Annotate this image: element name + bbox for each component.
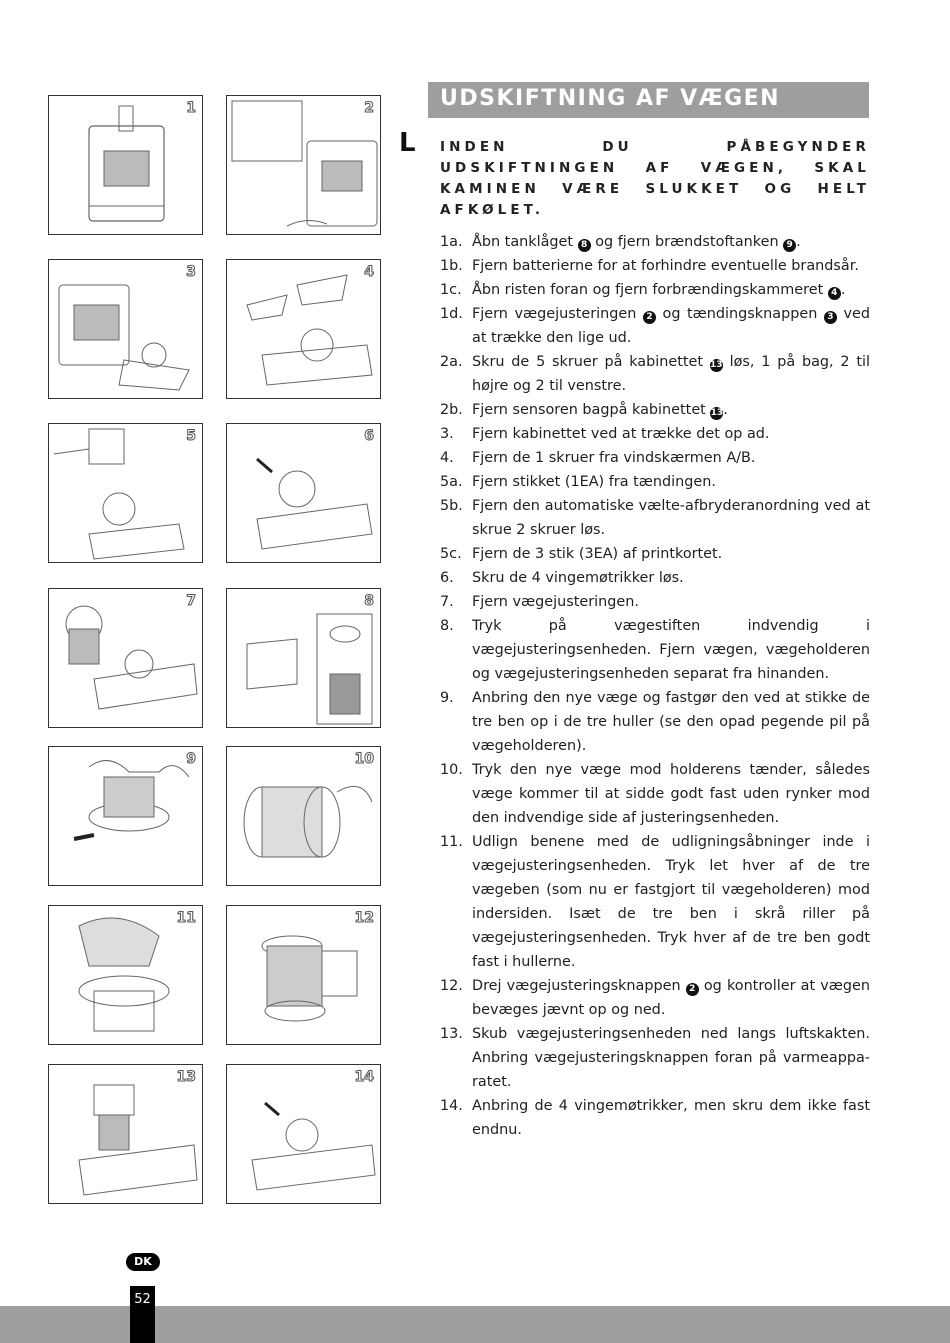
step-text: Fjern de 3 stik (3EA) af printkortet.: [472, 546, 723, 562]
figure-number: 9: [186, 751, 196, 767]
step-label: 12.: [440, 978, 463, 994]
step-text: Fjern stikket (1EA) fra tændingen.: [472, 474, 716, 490]
step-label: 1a.: [440, 234, 463, 250]
step-item: [440, 830, 870, 974]
part-number-badge: 8: [578, 239, 591, 252]
step-item: [440, 614, 870, 686]
figure-1: [48, 95, 203, 235]
step-label: 2b.: [440, 402, 463, 418]
figure-number: 14: [354, 1069, 374, 1085]
figure-9: [48, 746, 203, 886]
step-text: Fjern den automatiske vælte-afbryderanordning ved at skrue 2 skruer løs.: [472, 498, 870, 538]
part-number-badge: 4: [828, 287, 841, 300]
figure-14: [226, 1064, 381, 1204]
figure-8: [226, 588, 381, 728]
figure-number: 10: [354, 751, 374, 767]
figure-illustration: [49, 906, 203, 1045]
figure-illustration: [49, 1065, 203, 1204]
instruction-steps: [440, 230, 870, 1142]
step-item: [440, 254, 870, 278]
figure-3: [48, 259, 203, 399]
step-item: [440, 446, 870, 470]
figure-illustration: [49, 424, 203, 563]
step-text: Skru de 5 skruer på kabinettet 13 løs, 1 på bag, 2 til højre og 2 til venstre.: [472, 354, 870, 394]
figure-illustration: [227, 906, 381, 1045]
page-number: 52: [134, 1292, 151, 1307]
step-text: Fjern de 1 skruer fra vindskærmen A/B.: [472, 450, 756, 466]
figure-illustration: [49, 96, 203, 235]
step-item: [440, 1094, 870, 1142]
step-text: Fjern kabinettet ved at trække det op ad.: [472, 426, 770, 442]
language-badge: DK: [126, 1253, 160, 1271]
step-label: 2a.: [440, 354, 463, 370]
step-text: Anbring de 4 vingemøtrikker, men skru dem ikke fast endnu.: [472, 1098, 870, 1138]
step-item: [440, 422, 870, 446]
figure-number: 1: [186, 100, 196, 116]
part-number-badge: 13: [710, 360, 723, 370]
step-item: [440, 230, 870, 254]
figure-number: 12: [354, 910, 374, 926]
step-label: 3.: [440, 426, 454, 442]
step-label: 6.: [440, 570, 454, 586]
figure-number: 13: [176, 1069, 196, 1085]
step-label: 1d.: [440, 306, 463, 322]
step-text: Fjern batterierne for at forhindre eventuelle brandsår.: [472, 258, 859, 274]
figure-5: [48, 423, 203, 563]
figure-number: 6: [364, 428, 374, 444]
figure-number: 3: [186, 264, 196, 280]
figure-number: 2: [364, 100, 374, 116]
figure-6: [226, 423, 381, 563]
step-text: Drej vægejusteringsknappen 2 og kontroller at vægen bevæges jævnt op og ned.: [472, 978, 870, 1018]
figure-illustration: [49, 260, 203, 399]
step-item: [440, 974, 870, 1022]
step-item: [440, 542, 870, 566]
step-item: [440, 350, 870, 398]
step-text: Fjern vægejusteringen 2 og tændingsknappen 3 ved at trække den lige ud.: [472, 306, 870, 346]
warning-symbol: L: [399, 128, 416, 158]
step-label: 1c.: [440, 282, 462, 298]
step-label: 5a.: [440, 474, 463, 490]
step-item: [440, 302, 870, 350]
step-label: 10.: [440, 762, 463, 778]
step-text: Anbring den nye væge og fastgør den ved at stikke de tre ben op i de tre huller (se den opad pegende pil på vægeholderen).: [472, 690, 870, 754]
figure-illustration: [49, 747, 203, 886]
figure-number: 8: [364, 593, 374, 609]
step-label: 11.: [440, 834, 463, 850]
step-text: Åbn tanklåget 8 og fjern brændstoftanken 9 .: [472, 234, 801, 250]
figure-illustration: [227, 589, 381, 728]
figure-7: [48, 588, 203, 728]
step-item: [440, 470, 870, 494]
figure-2: [226, 95, 381, 235]
step-item: [440, 494, 870, 542]
step-item: [440, 590, 870, 614]
step-text: Tryk på vægestiften indvendig i vægejusteringsenheden. Fjern vægen, vægeholderen og vægejusteringsenheden separat fra hinanden.: [472, 618, 870, 682]
step-text: Åbn risten foran og fjern forbrændingskammeret 4 .: [472, 282, 846, 298]
figure-illustration: [227, 424, 381, 563]
step-label: 9.: [440, 690, 454, 706]
step-label: 5c.: [440, 546, 462, 562]
step-item: [440, 686, 870, 758]
step-text: Skru de 4 vingemøtrikker løs.: [472, 570, 684, 586]
part-number-badge: 13: [710, 408, 724, 418]
step-label: 13.: [440, 1026, 463, 1042]
step-label: 1b.: [440, 258, 463, 274]
part-number-badge: 2: [643, 311, 656, 324]
step-item: [440, 1022, 870, 1094]
figure-number: 4: [364, 264, 374, 280]
figure-illustration: [227, 96, 381, 235]
part-number-badge: 3: [824, 311, 837, 324]
step-text: Udlign benene med de udligningsåbninger inde i vægejusteringsenheden. Tryk let hver af de tre vægeben (som nu er fastgjort til vægeholderen) mod indersiden. Isæt de tre ben i skrå riller på vægejusteringsenheden. Tryk hver af de tre ben godt fast i hullerne.: [472, 834, 870, 970]
section-heading-bar: [428, 82, 869, 118]
figure-number: 11: [176, 910, 196, 926]
figure-11: [48, 905, 203, 1045]
step-text: Fjern vægejusteringen.: [472, 594, 639, 610]
step-label: 14.: [440, 1098, 463, 1114]
step-label: 7.: [440, 594, 454, 610]
figure-10: [226, 746, 381, 886]
figure-13: [48, 1064, 203, 1204]
figure-illustration: [227, 747, 381, 886]
step-text: Skub vægejusteringsenheden ned langs luftskakten. Anbring vægejusteringsknappen foran på varmeappa-ratet.: [472, 1026, 870, 1090]
figure-illustration: [49, 589, 203, 728]
figure-number: 5: [186, 428, 196, 444]
figure-4: [226, 259, 381, 399]
step-item: [440, 398, 870, 422]
figure-illustration: [227, 260, 381, 399]
figure-12: [226, 905, 381, 1045]
safety-warning: INDEN DU PÅBEGYNDER UDSKIFTNINGEN AF VÆGEN, SKAL KAMINEN VÆRE SLUKKET OG HELT AFKØLET.: [440, 139, 870, 218]
step-label: 8.: [440, 618, 454, 634]
part-number-badge: 2: [686, 983, 699, 996]
step-item: [440, 758, 870, 830]
figure-illustration: [227, 1065, 381, 1204]
step-text: Tryk den nye væge mod holderens tænder, således væge kommer til at sidde godt fast uden rynker mod den indvendige side af justeringsenheden.: [472, 762, 870, 826]
step-item: [440, 278, 870, 302]
figure-number: 7: [186, 593, 196, 609]
step-text: Fjern sensoren bagpå kabinettet 13.: [472, 402, 728, 418]
step-label: 5b.: [440, 498, 463, 514]
part-number-badge: 9: [783, 239, 796, 252]
step-label: 4.: [440, 450, 454, 466]
step-item: [440, 566, 870, 590]
section-heading: UDSKIFTNING AF VÆGEN: [440, 86, 781, 111]
